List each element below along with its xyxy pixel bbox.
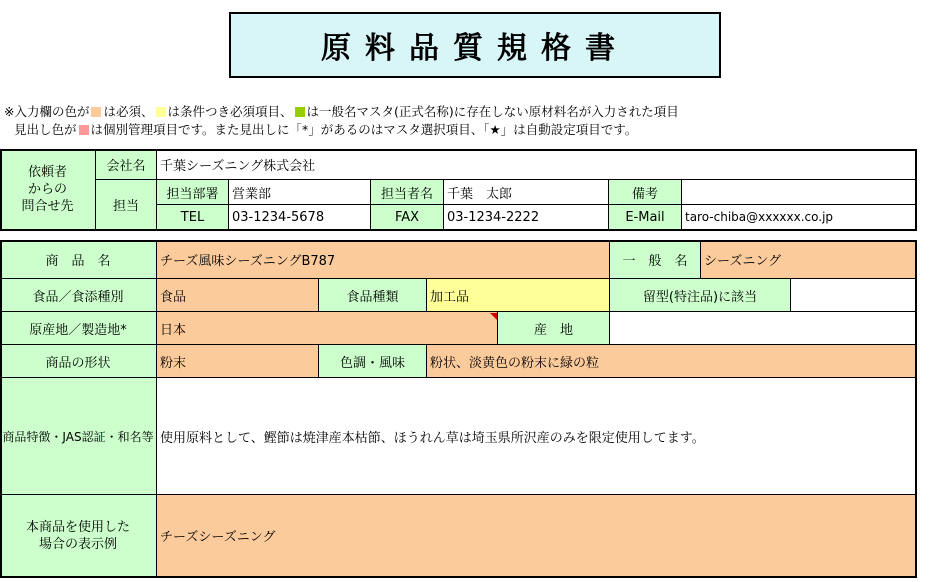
contact-label: 担当: [96, 180, 157, 230]
product-name-label: 商 品 名: [0, 241, 157, 279]
legend-prefix: ※入力欄の色が: [4, 104, 90, 119]
email-label: E-Mail: [609, 205, 682, 230]
green-swatch: [295, 107, 305, 117]
food-type-field[interactable]: 食品: [157, 279, 319, 312]
production-area-field[interactable]: [610, 312, 916, 345]
legend-line-2: [14, 122, 637, 138]
company-field[interactable]: 千葉シーズニング株式会社: [157, 150, 916, 180]
display-example-label: [0, 495, 157, 577]
features-label: 商品特徴・JAS認証・和名等: [0, 378, 157, 495]
legend2-rest: は個別管理項目です。また見出しに「*」があるのはマスタ選択項目、「★」は自動設定項目です。: [90, 122, 638, 137]
page-title: 原料品質規格書: [229, 12, 721, 78]
person-field[interactable]: 千葉 太郎: [444, 180, 609, 205]
food-kind-label: 食品種類: [319, 279, 427, 312]
special-order-label: 留型(特注品)に該当: [610, 279, 791, 312]
product-name-field[interactable]: チーズ風味シーズニングB787: [157, 241, 610, 279]
yellow-swatch: [156, 107, 166, 117]
color-flavor-field[interactable]: 粉状、淡黄色の粉末に緑の粒: [427, 345, 916, 378]
dept-field[interactable]: 営業部: [229, 180, 371, 205]
company-label: 会社名: [96, 150, 157, 180]
tel-field[interactable]: 03-1234-5678: [229, 205, 371, 230]
legend-yellow-text: は条件つき必須項目、: [167, 104, 293, 119]
email-field[interactable]: taro-chiba@xxxxxx.co.jp: [682, 205, 916, 230]
legend-line-1: [4, 104, 679, 120]
legend2-prefix: 見出し色が: [14, 122, 77, 137]
color-flavor-label: 色調・風味: [319, 345, 427, 378]
dept-label: 担当部署: [157, 180, 229, 205]
display-example-label-text: 本商品を使用した 場合の表示例: [25, 519, 130, 552]
production-area-label: 産 地: [498, 312, 610, 345]
form-label: 商品の形状: [0, 345, 157, 378]
legend-green-text: は一般名マスタ(正式名称)に存在しない原材料名が入力された項目: [306, 104, 679, 119]
remarks-label: 備考: [609, 180, 682, 205]
food-kind-field[interactable]: 加工品: [427, 279, 610, 312]
remarks-field[interactable]: [682, 180, 916, 205]
fax-label: FAX: [371, 205, 444, 230]
origin-field[interactable]: 日本: [157, 312, 498, 345]
origin-label: 原産地／製造地*: [0, 312, 157, 345]
general-name-field[interactable]: シーズニング: [701, 241, 916, 279]
legend-orange-text: は必須、: [103, 104, 154, 119]
tel-label: TEL: [157, 205, 229, 230]
fax-field[interactable]: 03-1234-2222: [444, 205, 609, 230]
requester-header-text: 依頼者 からの 問合せ先: [21, 165, 74, 214]
orange-swatch: [91, 107, 101, 117]
features-field[interactable]: 使用原料として、鰹節は焼津産本枯節、ほうれん草は埼玉県所沢産のみを限定使用してます。: [157, 378, 916, 495]
pink-swatch: [79, 125, 89, 135]
form-field[interactable]: 粉末: [157, 345, 319, 378]
requester-header: [0, 150, 96, 230]
comment-indicator[interactable]: [490, 313, 497, 320]
general-name-label: 一 般 名: [610, 241, 701, 279]
person-label: 担当者名: [371, 180, 444, 205]
food-type-label: 食品／食添種別: [0, 279, 157, 312]
special-order-field[interactable]: [791, 279, 916, 312]
display-example-field[interactable]: チーズシーズニング: [157, 495, 916, 577]
